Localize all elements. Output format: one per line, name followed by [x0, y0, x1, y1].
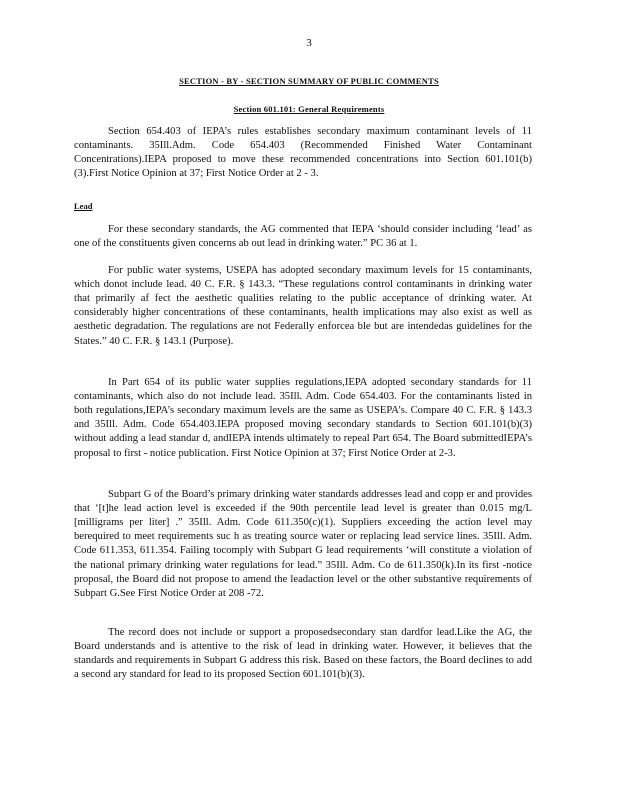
- page-number: 3: [306, 37, 312, 49]
- paragraph-intro: Section 654.403 of IEPA’s rules establishes secondary maximum contaminant levels of 11 contaminants. 35Ill.Adm. Code 654.403 (Recommended Finished Water Contaminant Concentrations).IEPA proposed to move these recommended concentrations into Section 601.101(b)(3).First Notice Opinion at 37; First Notice Order at 2 - 3.: [74, 125, 532, 180]
- paragraph-subpart-g: Subpart G of the Board’s primary drinking water standards addresses lead and copp er and provides that ‘[t]he lead action level is exceeded if the 90th percentile lead level is greater than 0.015 mg/L [milligrams per liter] .” 35Ill. Adm. Code 611.350(c)(1). Suppliers exceeding the action level may berequired to meet requirements suc h as treating source water or replacing lead service lines. 35Ill. Adm. Code 611.353, 611.354. Failing tocomply with Subpart G lead requirements ‘will constitute a violation of the national primary drinking water regulations for lead.” 35Ill. Adm. Co de 611.350(k).In its first -notice proposal, the Board did not propose to amend the leadaction level or the other substantive requirements of Subpart G.See First Notice Order at 208 -72.: [74, 488, 532, 600]
- paragraph-conclusion: The record does not include or support a proposedsecondary stan dardfor lead.Like the AG, the Board understands and is attentive to the risk of lead in drinking water. However, it believes that the standards and requirements in Subpart G address this risk. Based on these factors, the Board declines to add a second ary standard for lead to its proposed Section 601.101(b)(3).: [74, 626, 532, 681]
- paragraph-ag-comment: For these secondary standards, the AG commented that IEPA ‘should consider including ‘lead’ as one of the constituents given concerns ab out lead in drinking water.” PC 36 at 1.: [74, 223, 532, 249]
- paragraph-part-654: In Part 654 of its public water supplies regulations,IEPA adopted secondary standards for 11 contaminants, which also do not include lead. 35Ill. Adm. Code 654.403. For the contaminants listed in both regulations,IEPA’s secondary maximum levels are the same as USEPA’s. Compare 40 C. F.R. § 143.3 and 35Ill. Adm. Code 654.403.IEPA proposed moving secondary standards to Section 601.101(b)(3) without adding a lead standar d, andIEPA intends ultimately to repeal Part 654. The Board submittedIEPA’s proposal to first - notice publication. First Notice Opinion at 37; First Notice Order at 2-3.: [74, 376, 532, 459]
- paragraph-usepa: For public water systems, USEPA has adopted secondary maximum levels for 15 contaminants, which donot include lead. 40 C. F.R. § 143.3. “These regulations control contaminants in drinking water that primarily af fect the aesthetic qualities relating to the public acceptance of drinking water. At considerably higher concentrations of these contaminants, health implications may also exist as well as aesthetic degradation. The regulations are not Federally enforcea ble but are intendedas guidelines for the States.” 40 C. F.R. § 143.1 (Purpose).: [74, 264, 532, 347]
- subheading-lead: Lead: [74, 201, 93, 211]
- document-heading: SECTION - BY - SECTION SUMMARY OF PUBLIC COMMENTS: [179, 76, 439, 86]
- section-heading: Section 601.101: General Requirements: [233, 104, 385, 114]
